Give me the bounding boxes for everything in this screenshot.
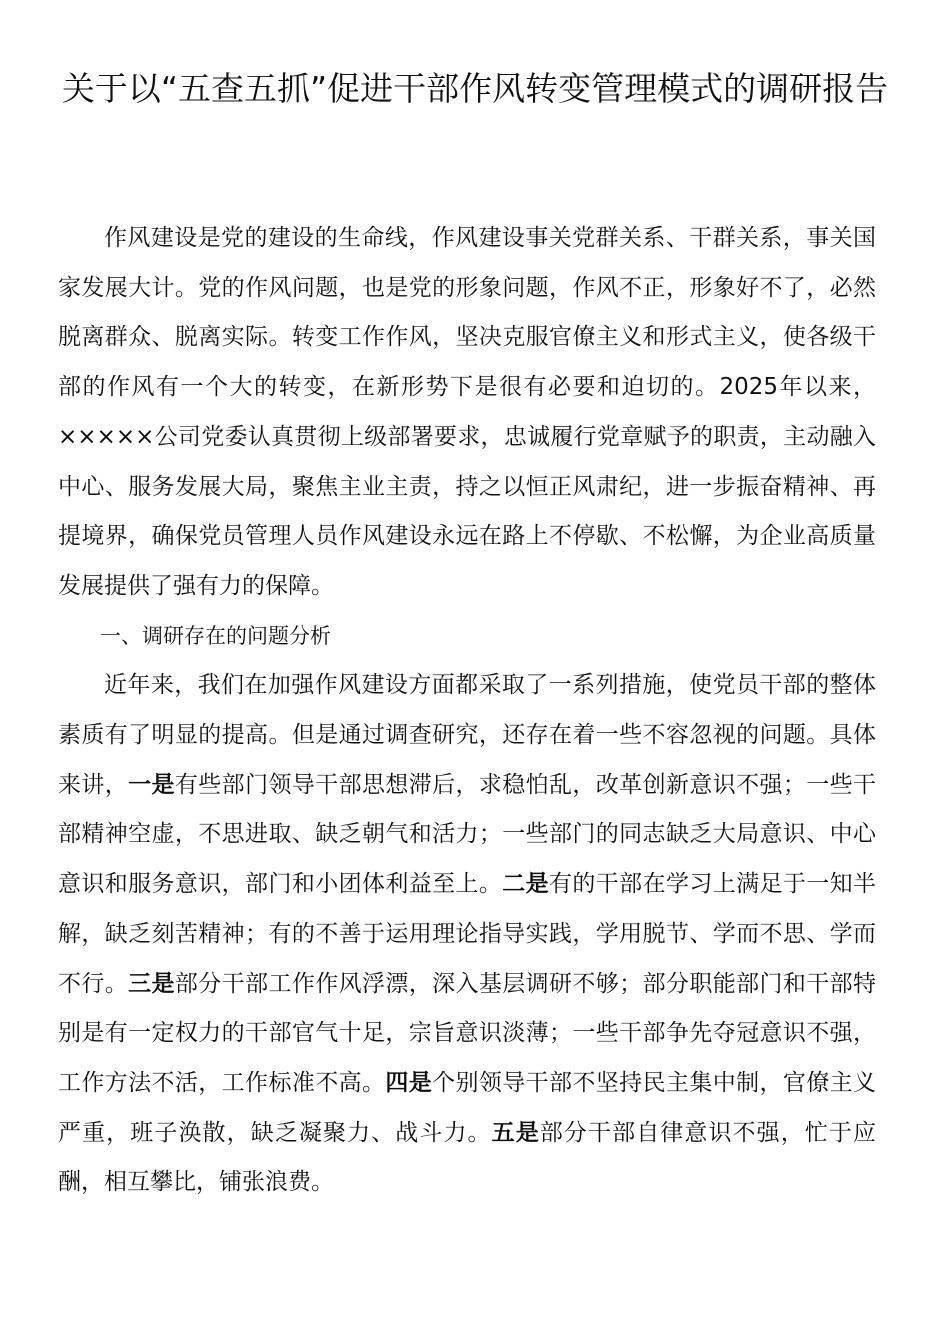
point-4-label: 四是 [385, 1069, 433, 1096]
point-5-label: 五是 [491, 1119, 540, 1146]
point-3-text: 部分干部工作作风浮漂，深入基层调研不够；部分职能部门和干部特别是有一定权力的干部官气十足，宗旨意识淡薄；一些干部争先夺冠意识不强，工作方法不活，工作标准不高。 [58, 970, 877, 1096]
point-3-label: 三是 [128, 970, 175, 997]
point-2-text: 有的干部在学习上满足于一知半解，缺乏刻苦精神；有的不善于运用理论指导实践，学用脱节、学而不思、学而不行。 [58, 871, 877, 997]
point-1-text: 有些部门领导干部思想滞后，求稳怕乱，改革创新意识不强；一些干部精神空虚，不思进取、缺乏朝气和活力；一些部门的同志缺乏大局意识、中心意识和服务意识，部门和小团体利益至上。 [58, 771, 877, 898]
point-4-text: 个别领导干部不坚持民主集中制，官僚主义严重，班子涣散，缺乏凝聚力、战斗力。 [58, 1069, 877, 1146]
problems-lead-text: 近年来，我们在加强作风建设方面都采取了一系列措施，使党员干部的整体素质有了明显的提高。但是通过调查研究，还存在着一些不容忽视的问题。具体来讲， [58, 672, 876, 798]
intro-paragraph: 作风建设是党的建设的生命线，作风建设事关党群关系、干群关系，事关国家发展大计。党的作风问题，也是党的形象问题，作风不正，形象好不了，必然脱离群众、脱离实际。转变工作作风，坚决克服官僚主义和形式主义，使各级干部的作风有一个大的转变，在新形势下是很有必要和迫切的。2025年以来，×××××公司党委认真贯彻上级部署要求，忠诚履行党章赋予的职责，主动融入中心、服务发展大局，聚焦主业主责，持之以恒正风肃纪，进一步振奋精神、再提境界，确保党员管理人员作风建设永远在路上不停歇、不松懈，为企业高质量发展提供了强有力的保障。 [58, 225, 876, 599]
point-2-label: 二是 [502, 871, 550, 898]
problems-paragraph [58, 661, 876, 1208]
point-5-text: 部分干部自律意识不强，忙于应酬，相互攀比，铺张浪费。 [58, 1119, 877, 1196]
document-body [58, 214, 876, 1208]
point-1-label: 一是 [128, 771, 175, 798]
section-heading: 一、调研存在的问题分析 [100, 623, 331, 648]
document-title: 关于以“五查五抓”促进干部作风转变管理模式的调研报告 [61, 69, 889, 108]
